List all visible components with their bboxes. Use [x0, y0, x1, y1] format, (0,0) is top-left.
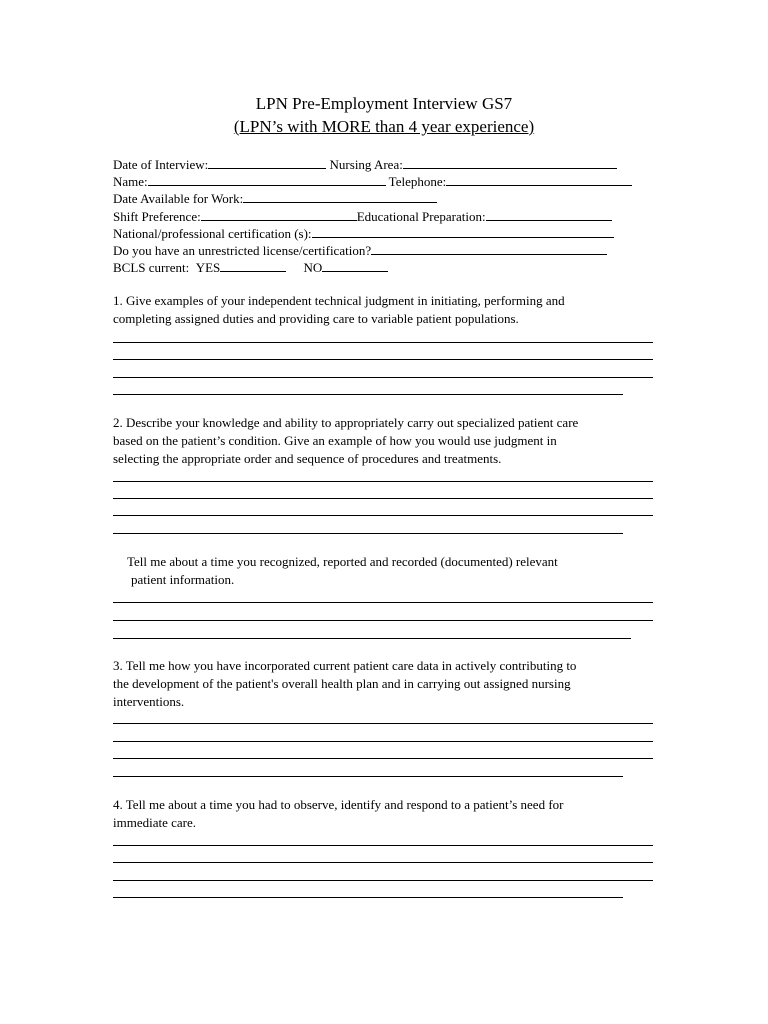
shift-preference-blank[interactable]: [201, 208, 357, 221]
answer-line[interactable]: [113, 377, 653, 378]
question-unnumbered: [127, 553, 558, 589]
question-1: [113, 292, 565, 328]
question-unnumbered-line-1: Tell me about a time you recognized, reported and recorded (documented) relevant: [127, 554, 558, 569]
bcls-no-label: NO: [303, 260, 323, 275]
answer-line[interactable]: [113, 845, 653, 846]
name-row: [113, 173, 632, 190]
name-label: Name:: [113, 174, 148, 189]
unrestricted-license-blank[interactable]: [371, 242, 607, 255]
answer-line[interactable]: [113, 620, 653, 621]
unrestricted-license-row: [113, 242, 607, 259]
answer-line[interactable]: [113, 723, 653, 724]
answer-line[interactable]: [113, 638, 631, 639]
question-1-line-2: completing assigned duties and providing care to variable patient populations.: [113, 311, 519, 326]
question-4-line-2: immediate care.: [113, 815, 197, 830]
answer-line[interactable]: [113, 533, 623, 534]
question-3-line-3: interventions.: [113, 694, 185, 709]
bcls-yes-blank[interactable]: [220, 259, 286, 272]
bcls-current-label: BCLS current:: [113, 260, 190, 275]
question-2-line-1: 2. Describe your knowledge and ability to appropriately carry out specialized patient care: [113, 415, 579, 430]
shift-preference-row: [113, 208, 612, 225]
date-available-label: Date Available for Work:: [113, 191, 244, 206]
question-1-line-1: 1. Give examples of your independent technical judgment in initiating, performing and: [113, 293, 565, 308]
question-2-line-2: based on the patient’s condition. Give an example of how you would use judgment in: [113, 433, 557, 448]
date-available-blank[interactable]: [243, 190, 437, 203]
nursing-area-blank[interactable]: [403, 156, 617, 169]
date-of-interview-blank[interactable]: [208, 156, 326, 169]
answer-line[interactable]: [113, 741, 653, 742]
certification-label: National/professional certification (s):: [113, 226, 312, 241]
answer-line[interactable]: [113, 602, 653, 603]
answer-line[interactable]: [113, 758, 653, 759]
answer-line[interactable]: [113, 897, 623, 898]
name-blank[interactable]: [148, 173, 386, 186]
date-of-interview-label: Date of Interview:: [113, 157, 209, 172]
certification-blank[interactable]: [312, 225, 614, 238]
bcls-current-row: [113, 259, 388, 276]
telephone-label: Telephone:: [388, 174, 447, 189]
answer-line[interactable]: [113, 498, 653, 499]
answer-line[interactable]: [113, 481, 653, 482]
question-4: [113, 796, 563, 832]
educational-preparation-blank[interactable]: [486, 208, 612, 221]
shift-preference-label: Shift Preference:: [113, 209, 201, 224]
question-3: [113, 657, 576, 711]
form-title: LPN Pre-Employment Interview GS7: [255, 94, 513, 113]
bcls-yes-label: YES: [195, 260, 221, 275]
form-subtitle: (LPN’s with MORE than 4 year experience): [233, 117, 535, 136]
date-of-interview-row: [113, 156, 617, 173]
answer-line[interactable]: [113, 359, 653, 360]
answer-line[interactable]: [113, 342, 653, 343]
answer-line[interactable]: [113, 862, 653, 863]
question-unnumbered-line-2: patient information.: [131, 572, 235, 587]
answer-line[interactable]: [113, 880, 653, 881]
unrestricted-license-label: Do you have an unrestricted license/certification?: [113, 243, 372, 258]
question-3-line-1: 3. Tell me how you have incorporated current patient care data in actively contributing to: [113, 658, 577, 673]
answer-line[interactable]: [113, 394, 623, 395]
question-2-line-3: selecting the appropriate order and sequence of procedures and treatments.: [113, 451, 502, 466]
telephone-blank[interactable]: [446, 173, 632, 186]
answer-line[interactable]: [113, 515, 653, 516]
bcls-no-blank[interactable]: [322, 259, 388, 272]
nursing-area-label: Nursing Area:: [329, 157, 403, 172]
question-3-line-2: the development of the patient's overall health plan and in carrying out assigned nursing: [113, 676, 571, 691]
answer-line[interactable]: [113, 776, 623, 777]
certification-row: [113, 225, 614, 242]
question-2: [113, 414, 578, 468]
question-4-line-1: 4. Tell me about a time you had to observe, identify and respond to a patient’s need for: [113, 797, 564, 812]
educational-preparation-label: Educational Preparation:: [356, 209, 486, 224]
date-available-row: [113, 190, 437, 207]
